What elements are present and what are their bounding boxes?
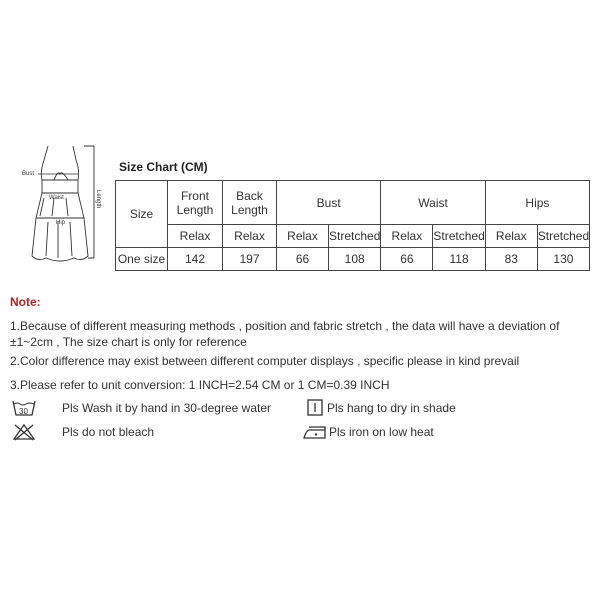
size-chart-title: Size Chart (CM) bbox=[119, 160, 208, 174]
svg-text:30: 30 bbox=[19, 407, 28, 416]
care-dry bbox=[307, 399, 456, 416]
care-bleach-text: Pls do not bleach bbox=[62, 425, 155, 439]
care-bleach bbox=[12, 423, 154, 441]
note-item-3: 3.Please refer to unit conversion: 1 INCH=2.54 CM or 1 CM=0.39 INCH bbox=[10, 378, 390, 392]
subheader-cell: Stretched bbox=[537, 225, 589, 248]
length-label: Length bbox=[95, 190, 101, 209]
hand-wash-30-icon bbox=[12, 399, 36, 417]
note-item-1: 1.Because of different measuring methods , position and fabric stretch , the data will have a deviation of ±1~2cm , The size chart is only for reference bbox=[10, 319, 560, 349]
header-waist: Waist bbox=[381, 181, 485, 225]
header-bust: Bust bbox=[277, 181, 381, 225]
value-cell: 118 bbox=[433, 248, 485, 271]
note-title: Note: bbox=[10, 295, 41, 309]
header-front-length: Front Length bbox=[168, 181, 223, 225]
dress-sketch-icon bbox=[18, 138, 103, 268]
table-subheader-row bbox=[116, 225, 590, 248]
care-wash bbox=[12, 399, 271, 417]
value-cell: 197 bbox=[223, 248, 277, 271]
value-cell: 66 bbox=[277, 248, 329, 271]
subheader-cell: Relax bbox=[381, 225, 433, 248]
value-cell: 108 bbox=[329, 248, 381, 271]
bust-label: Bust bbox=[22, 171, 35, 177]
value-cell: 142 bbox=[168, 248, 223, 271]
care-wash-text: Pls Wash it by hand in 30-degree water bbox=[62, 401, 271, 415]
care-dry-text: Pls hang to dry in shade bbox=[327, 400, 456, 415]
subheader-cell: Relax bbox=[277, 225, 329, 248]
subheader-cell: Relax bbox=[223, 225, 277, 248]
note-item-2: 2.Color difference may exist between different computer displays , specific please in kind prevail bbox=[10, 354, 520, 368]
size-chart-table bbox=[115, 180, 590, 271]
value-cell: 83 bbox=[485, 248, 537, 271]
table-header-row bbox=[116, 181, 590, 225]
header-back-length: Back Length bbox=[223, 181, 277, 225]
header-hips: Hips bbox=[485, 181, 589, 225]
subheader-cell: Relax bbox=[168, 225, 223, 248]
subheader-cell: Stretched bbox=[433, 225, 485, 248]
iron-low-heat-icon bbox=[303, 423, 329, 440]
value-cell: 130 bbox=[537, 248, 589, 271]
dress-diagram bbox=[18, 138, 103, 268]
care-iron bbox=[303, 423, 434, 440]
value-cell: 66 bbox=[381, 248, 433, 271]
subheader-cell: Relax bbox=[485, 225, 537, 248]
table-row bbox=[116, 248, 590, 271]
care-iron-text: Pls iron on low heat bbox=[329, 424, 434, 439]
subheader-cell: Stretched bbox=[329, 225, 381, 248]
no-bleach-icon bbox=[12, 423, 36, 441]
hang-dry-shade-icon bbox=[307, 399, 323, 416]
hip-label: Hip bbox=[56, 220, 66, 226]
header-size: Size bbox=[116, 181, 168, 248]
size-cell: One size bbox=[116, 248, 168, 271]
waist-label: Waist bbox=[49, 195, 64, 201]
